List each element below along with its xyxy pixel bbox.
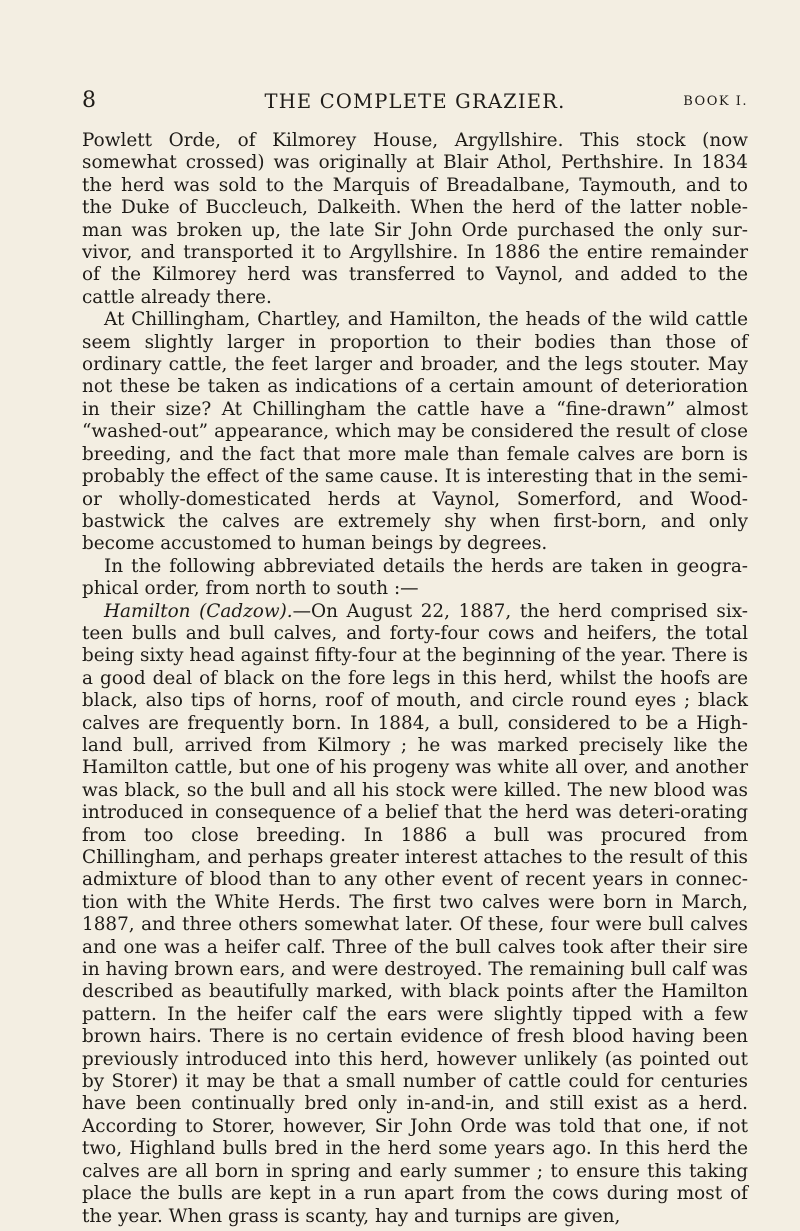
book-label: BOOK I. <box>683 94 748 109</box>
page-header <box>82 88 748 118</box>
page-number: 8 <box>82 88 96 113</box>
paragraph-head-size: At Chillingham, Chartley, and Hamilton, the heads of the wild cattle seem slightly larger in proportion to their bodies than those of ordinary cattle, the feet larger and broader, and the legs stouter. May not these be taken as indications of a certain amount of deterioration in their size? At Chillingham the cattle have a “fine-drawn” almost “washed-out” appearance, which may be considered the result of close breeding, and the fact that more male than female calves are born is probably the effect of the same cause. It is interesting that in the semi- or wholly-domesticated herds at Vaynol, Somerford, and Wood-bastwick the calves are extremely shy when first-born, and only become accustomed to human beings by degrees. <box>82 309 748 555</box>
paragraph-hamilton <box>82 601 748 1228</box>
body-text <box>82 130 748 1228</box>
running-title: THE COMPLETE GRAZIER. <box>264 90 566 113</box>
paragraph-hamilton-text: —On August 22, 1887, the herd comprised six-teen bulls and bull calves, and forty-four cows and heifers, the total being sixty head against fifty-four at the beginning of the year. There is a good deal of black on the fore legs in this herd, whilst the hoofs are black, also tips of horns, roof of mouth, and circle round eyes ; black calves are frequently born. In 1884, a bull, considered to be a High-land bull, arrived from Kilmory ; he was marked precisely like the Hamilton cattle, but one of his progeny was white all over, and another was black, so the bull and all his stock were killed. The new blood was introduced in consequence of a belief that the herd was deteri-orating from too close breeding. In 1886 a bull was procured from Chillingham, and perhaps greater interest attaches to the result of this admixture of blood than to any other event of recent years in connec-tion with the White Herds. The first two calves were born in March, 1887, and three others somewhat later. Of these, four were bull calves and one was a heifer calf. Three of the bull calves took after their sire in having brown ears, and were destroyed. The remaining bull calf was described as beautifully marked, with black points after the Hamilton pattern. In the heifer calf the ears were slightly tipped with a few brown hairs. There is no certain evidence of fresh blood having been previously introduced into this herd, however unlikely (as pointed out by Storer) it may be that a small number of cattle could for centuries have been continually bred only in-and-in, and still exist as a herd. According to Storer, however, Sir John Orde was told that one, if not two, Highland bulls bred in the herd some years ago. In this herd the calves are all born in spring and early summer ; to ensure this taking place the bulls are kept in a run apart from the cows during most of the year. When grass is scanty, hay and turnips are given, <box>82 600 748 1227</box>
paragraph-kilmorey: Powlett Orde, of Kilmorey House, Argyllshire. This stock (now somewhat crossed) was originally at Blair Athol, Perthshire. In 1834 the herd was sold to the Marquis of Breadalbane, Taymouth, and to the Duke of Buccleuch, Dalkeith. When the herd of the latter noble-man was broken up, the late Sir John Orde purchased the only sur-vivor, and transported it to Argyllshire. In 1886 the entire remainder of the Kilmorey herd was transferred to Vaynol, and added to the cattle already there. <box>82 130 748 308</box>
herd-name-hamilton: Hamilton (Cadzow). <box>104 600 293 622</box>
paragraph-geographical-order: In the following abbreviated details the herds are taken in geogra-phical order, from north to south :— <box>82 555 748 600</box>
